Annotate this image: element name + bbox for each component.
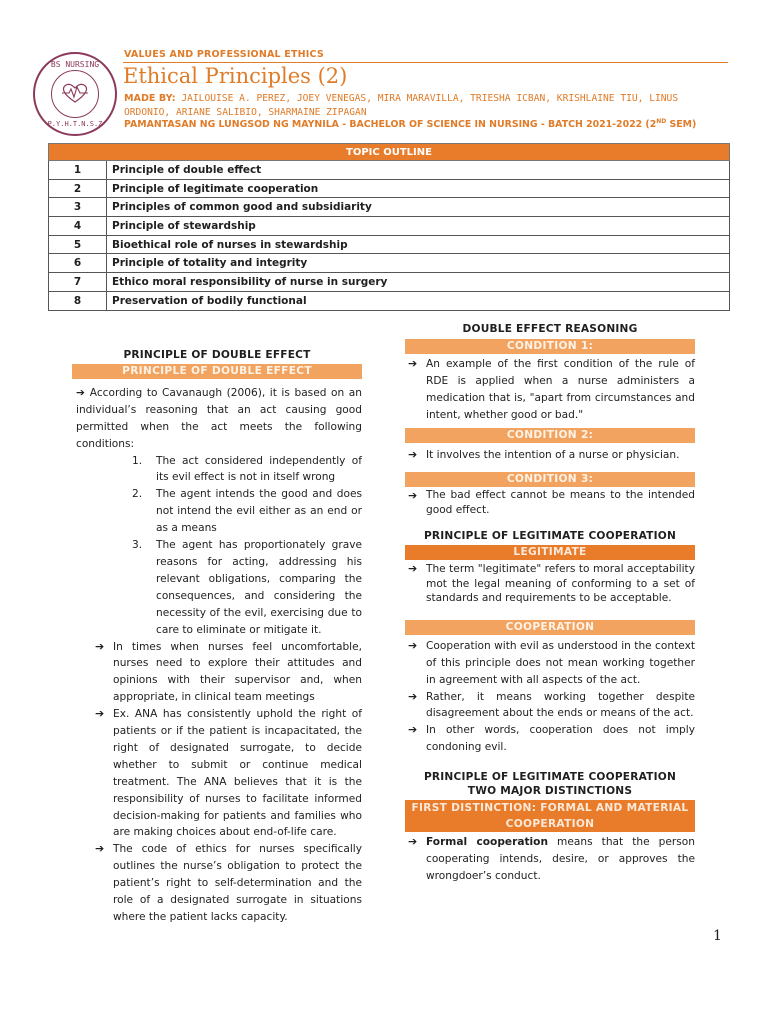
condition-3-list — [405, 488, 695, 518]
item-text: The agent intends the good and does not intend the evil either as an end or as a means — [156, 488, 362, 535]
arrow-right-icon: ➔ — [408, 356, 418, 370]
table-row — [49, 198, 730, 217]
arrow-right-icon: ➔ — [408, 489, 418, 503]
table-row — [49, 179, 730, 198]
row-topic: Principle of double effect — [107, 161, 730, 180]
row-number: 3 — [49, 198, 107, 217]
row-topic: Principle of stewardship — [107, 217, 730, 236]
arrow-right-icon: ➔ — [408, 723, 418, 737]
conditions-list — [132, 453, 362, 639]
authors-names: JAILOUISE A. PEREZ, JOEY VENEGAS, MIRA MARAVILLA, TRIESHA ICBAN, KRISHLAINE TIU, LINUS ORDONIO, ARIANE SALIBIO, SHARMAINE ZIPAGAN — [124, 93, 679, 118]
distinctions-title-line-1: PRINCIPLE OF LEGITIMATE COOPERATION — [423, 771, 677, 784]
legit-coop-title: PRINCIPLE OF LEGITIMATE COOPERATION — [423, 530, 677, 543]
row-topic: Principle of totality and integrity — [107, 254, 730, 273]
legitimate-bar: LEGITIMATE — [405, 545, 695, 560]
page-number: 1 — [713, 928, 722, 944]
list-item — [405, 722, 695, 756]
row-number: 6 — [49, 254, 107, 273]
nursing-seal-logo — [33, 52, 117, 136]
row-number: 2 — [49, 179, 107, 198]
right-column — [405, 321, 695, 885]
topic-outline-heading: TOPIC OUTLINE — [49, 144, 730, 161]
double-effect-bullets — [92, 639, 362, 926]
table-row — [49, 235, 730, 254]
row-topic: Principle of legitimate cooperation — [107, 179, 730, 198]
school-text: PAMANTASAN NG LUNGSOD NG MAYNILA - BACHELOR OF SCIENCE IN NURSING - BATCH 2021-2022 (2 — [124, 119, 657, 131]
condition-2-bar: CONDITION 2: — [405, 428, 695, 443]
list-item — [132, 453, 362, 487]
list-item — [92, 639, 362, 707]
item-text: In times when nurses feel uncomfortable, nurses need to explore their attitudes and opinions with their supervisor and, when appropriate, in clinical team meetings — [113, 640, 362, 704]
topic-outline-table — [48, 143, 730, 311]
row-topic: Bioethical role of nurses in stewardship — [107, 235, 730, 254]
heartbeat-icon — [59, 82, 91, 104]
row-number: 1 — [49, 161, 107, 180]
list-item — [405, 562, 695, 606]
formal-cooperation-term: Formal cooperation — [426, 836, 548, 849]
left-column — [72, 347, 362, 926]
list-item — [405, 356, 695, 424]
arrow-right-icon: ➔ — [95, 639, 105, 653]
item-text: The bad effect cannot be means to the intended good effect. — [426, 489, 695, 517]
list-item — [132, 537, 362, 638]
double-effect-title: PRINCIPLE OF DOUBLE EFFECT — [123, 349, 311, 361]
list-item — [405, 689, 695, 723]
item-text: Ex. ANA has consistently uphold the right of patients or if the patient is incapacitated, the right of designated surrogate, to decide whether to submit or continue medical treatment. The ANA believes that it is the responsibility of nurses to facilitate informed decision-making for patients and families who are making choices about end-of-life care. — [113, 708, 362, 839]
authors-line — [124, 92, 724, 120]
list-item — [405, 447, 695, 464]
list-item — [92, 841, 362, 926]
item-text: Rather, it means working together despite disagreement about the ends or means of the act. — [426, 690, 695, 720]
item-text: The act considered independently of its evil effect is not in itself wrong — [156, 454, 362, 484]
list-item — [92, 706, 362, 841]
legitimate-list — [405, 562, 695, 606]
row-topic: Principles of common good and subsidiarity — [107, 198, 730, 217]
rde-title: DOUBLE EFFECT REASONING — [462, 323, 638, 335]
logo-top-text: BS NURSING — [50, 60, 100, 69]
arrow-right-icon: ➔ — [76, 386, 90, 399]
arrow-right-icon: ➔ — [408, 562, 418, 576]
row-topic: Ethico moral responsibility of nurse in surgery — [107, 273, 730, 292]
school-line — [124, 118, 696, 130]
arrow-right-icon: ➔ — [95, 707, 105, 721]
intro-text: According to Cavanaugh (2006), it is based on an individual’s reasoning that an act causing good permitted when the act meets the following conditions: — [76, 386, 362, 450]
item-number: 2. — [132, 488, 143, 501]
row-topic: Preservation of bodily functional — [107, 291, 730, 310]
course-subject: VALUES AND PROFESSIONAL ETHICS — [124, 49, 324, 60]
table-row — [49, 254, 730, 273]
double-effect-bar: PRINCIPLE OF DOUBLE EFFECT — [72, 364, 362, 379]
cooperation-bar: COOPERATION — [405, 620, 695, 635]
double-effect-intro — [72, 385, 362, 453]
school-text-end: SEM) — [666, 119, 697, 131]
header-divider — [123, 62, 728, 63]
formal-coop-list — [405, 834, 695, 885]
item-text: The agent has proportionately grave reasons for acting, addressing his relevant obligations, comparing the consequences, and considering the necessity of the evil, exercising due to care to eliminate or mitigate it. — [156, 539, 362, 636]
table-row — [49, 273, 730, 292]
arrow-right-icon: ➔ — [408, 689, 418, 703]
row-number: 4 — [49, 217, 107, 236]
table-row — [49, 291, 730, 310]
item-text: It involves the intention of a nurse or physician. — [426, 448, 680, 461]
table-row — [49, 217, 730, 236]
row-number: 7 — [49, 273, 107, 292]
condition-1-bar: CONDITION 1: — [405, 339, 695, 354]
item-text: The term "legitimate" refers to moral acceptability mot the legal meaning of conforming to a set of standards and requirements to be acceptable. — [426, 563, 695, 605]
arrow-right-icon: ➔ — [408, 835, 418, 849]
first-distinction-bar: FIRST DISTINCTION: FORMAL AND MATERIAL COOPERATION — [405, 800, 695, 832]
logo-bottom-text: P.Y.H.T.N.S.Z — [47, 120, 103, 128]
item-text: means that the person cooperating intends, desire, or approves the wrongdoer’s conduct. — [426, 836, 695, 882]
item-number: 1. — [132, 454, 143, 467]
arrow-right-icon: ➔ — [408, 447, 418, 461]
cooperation-list — [405, 638, 695, 756]
item-text: An example of the first condition of the rule of RDE is applied when a nurse administers a medication that is, "apart from circumstances and intent, whether good or bad." — [426, 357, 695, 421]
condition-3-bar: CONDITION 3: — [405, 472, 695, 487]
item-text: The code of ethics for nurses specifically outlines the nurse’s obligation to protect the patient’s right to self-determination and the role of a designated surrogate in situations where the patient lacks capacity. — [113, 843, 362, 923]
list-item — [132, 486, 362, 537]
list-item — [405, 488, 695, 518]
arrow-right-icon: ➔ — [408, 638, 418, 652]
list-item — [405, 638, 695, 689]
row-number: 8 — [49, 291, 107, 310]
item-number: 3. — [132, 539, 143, 552]
item-text: Cooperation with evil as understood in the context of this principle does not mean working together in agreement with all aspects of the act. — [426, 639, 695, 686]
table-row — [49, 161, 730, 180]
distinctions-title-line-2: TWO MAJOR DISTINCTIONS — [467, 785, 633, 798]
list-item — [405, 834, 695, 885]
school-superscript: ND — [656, 118, 667, 125]
made-by-label: MADE BY: — [124, 93, 176, 104]
distinctions-title — [405, 770, 695, 798]
item-text: In other words, cooperation does not imply condoning evil. — [426, 724, 695, 754]
page-title: Ethical Principles (2) — [123, 64, 348, 88]
condition-1-list — [405, 356, 695, 424]
condition-2-list — [405, 447, 695, 464]
arrow-right-icon: ➔ — [95, 842, 105, 856]
row-number: 5 — [49, 235, 107, 254]
